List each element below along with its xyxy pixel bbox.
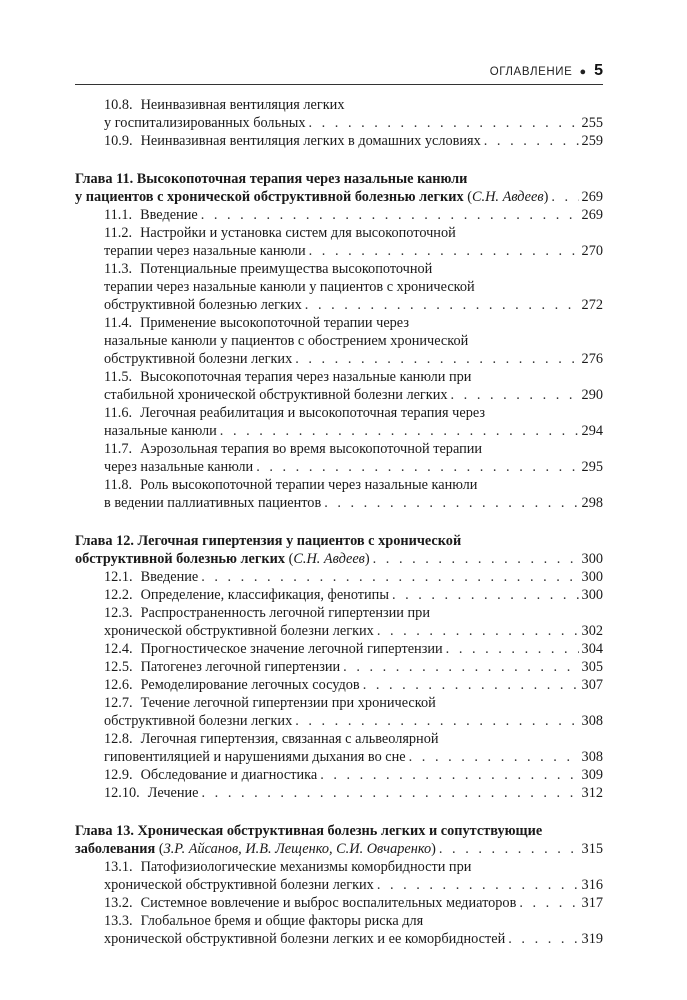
entry-title-line: Определение, классификация, фенотипы bbox=[140, 587, 389, 603]
entry-title-line: Течение легочной гипертензии при хронической bbox=[140, 695, 436, 711]
dot-leader bbox=[305, 296, 579, 314]
chapter-title-line: обструктивной болезнью легких bbox=[75, 551, 285, 567]
chapter-authors: З.Р. Айсанов, И.В. Лещенко, С.И. Овчаренко bbox=[163, 841, 432, 857]
entry-title-line: Высокопоточная терапия через назальные канюли при bbox=[140, 369, 472, 385]
page-ref: 312 bbox=[581, 785, 603, 801]
toc-entry-12-2 bbox=[104, 586, 603, 604]
toc-entry-11-1 bbox=[104, 206, 603, 224]
toc-entry-12-7 bbox=[104, 694, 603, 730]
dot-leader bbox=[220, 422, 579, 440]
dot-leader bbox=[309, 242, 579, 260]
running-header bbox=[75, 62, 603, 85]
section-number: 12.6. bbox=[104, 677, 133, 693]
table-of-contents bbox=[75, 96, 603, 948]
section-number: 12.2. bbox=[104, 587, 133, 603]
dot-leader bbox=[363, 676, 579, 694]
dot-leader bbox=[551, 188, 578, 206]
entry-title-line: терапии через назальные канюли у пациентов с хронической bbox=[104, 279, 475, 295]
entry-title-line: у госпитализированных больных bbox=[104, 115, 306, 131]
toc-entry-11-2 bbox=[104, 224, 603, 260]
section-number: 12.7. bbox=[104, 695, 133, 711]
toc-entry-11-3 bbox=[104, 260, 603, 314]
chapter-title-line: Глава 11. Высокопоточная терапия через назальные канюли bbox=[75, 171, 468, 187]
dot-leader bbox=[508, 930, 578, 948]
entry-title-line: Неинвазивная вентиляция легких в домашних условиях bbox=[140, 133, 481, 149]
entry-title-line: Введение bbox=[140, 207, 198, 223]
chapter-title-line: у пациентов с хронической обструктивной болезнью легких bbox=[75, 189, 464, 205]
entry-title-line: Ремоделирование легочных сосудов bbox=[140, 677, 360, 693]
toc-entry-12-3 bbox=[104, 604, 603, 640]
entry-title-line: назальные канюли у пациентов с обострением хронической bbox=[104, 333, 469, 349]
page-ref: 304 bbox=[581, 641, 603, 657]
dot-leader bbox=[446, 640, 579, 658]
entry-title-line: Роль высокопоточной терапии через назальные канюли bbox=[140, 477, 478, 493]
toc-entry-13-1 bbox=[104, 858, 603, 894]
toc-entry-10-9 bbox=[104, 132, 603, 150]
section-number: 10.9. bbox=[104, 133, 133, 149]
section-number: 12.1. bbox=[104, 569, 133, 585]
toc-entry-11-4 bbox=[104, 314, 603, 368]
section-number: 11.5. bbox=[104, 369, 133, 385]
chapter-title-line: Глава 13. Хроническая обструктивная болезнь легких и сопутствующие bbox=[75, 823, 543, 839]
toc-entry-11-7 bbox=[104, 440, 603, 476]
section-number: 11.6. bbox=[104, 405, 133, 421]
dot-leader bbox=[201, 568, 578, 586]
dot-leader bbox=[377, 622, 579, 640]
toc-entry-11-5 bbox=[104, 368, 603, 404]
section-number: 13.1. bbox=[104, 859, 133, 875]
entry-title-line: назальные канюли bbox=[104, 423, 217, 439]
page-ref: 308 bbox=[581, 713, 603, 729]
page-ref: 276 bbox=[581, 351, 603, 367]
section-number: 13.3. bbox=[104, 913, 133, 929]
page-ref: 295 bbox=[581, 459, 603, 475]
entry-title-line: Потенциальные преимущества высокопоточной bbox=[140, 261, 433, 277]
dot-leader bbox=[377, 876, 579, 894]
entry-title-line: хронической обструктивной болезни легких и ее коморбидностей bbox=[104, 931, 506, 947]
page-ref: 309 bbox=[581, 767, 603, 783]
entry-title-line: Обследование и диагностика bbox=[140, 767, 318, 783]
toc-entry-10-8 bbox=[104, 96, 603, 132]
section-number: 11.4. bbox=[104, 315, 133, 331]
entry-title-line: хронической обструктивной болезни легких bbox=[104, 623, 374, 639]
bullet-icon: ● bbox=[579, 66, 587, 78]
entry-title-line: обструктивной болезни легких bbox=[104, 713, 293, 729]
entry-title-line: терапии через назальные канюли bbox=[104, 243, 306, 259]
toc-entry-12-1 bbox=[104, 568, 603, 586]
page-ref: 307 bbox=[581, 677, 603, 693]
page-ref: 294 bbox=[581, 423, 603, 439]
entry-title-line: Глобальное бремя и общие факторы риска для bbox=[140, 913, 424, 929]
page-ref: 300 bbox=[581, 551, 603, 567]
section-number: 13.2. bbox=[104, 895, 133, 911]
chapter-title-line: Глава 12. Легочная гипертензия у пациентов с хронической bbox=[75, 533, 462, 549]
entry-title-line: Настройки и установка систем для высокопоточной bbox=[140, 225, 456, 241]
section-number: 12.4. bbox=[104, 641, 133, 657]
entry-title-line: Применение высокопоточной терапии через bbox=[140, 315, 409, 331]
page-ref: 300 bbox=[581, 587, 603, 603]
chapter-authors: С.Н. Авдеев bbox=[472, 189, 544, 205]
entry-title-line: Лечение bbox=[147, 785, 199, 801]
section-number: 12.9. bbox=[104, 767, 133, 783]
toc-entry-11-8 bbox=[104, 476, 603, 512]
entry-title-line: Патогенез легочной гипертензии bbox=[140, 659, 341, 675]
dot-leader bbox=[409, 748, 579, 766]
toc-entry-12-6 bbox=[104, 676, 603, 694]
section-number: 11.2. bbox=[104, 225, 133, 241]
toc-entry-12-5 bbox=[104, 658, 603, 676]
toc-chapter-13: Глава 13. Хроническая обструктивная болезнь легких и сопутствующие заболевания (З.Р. Айсанов, И.В. Лещенко, С.И. Овчаренко) . . . 315 bbox=[75, 822, 603, 858]
entry-title-line: Распространенность легочной гипертензии при bbox=[140, 605, 430, 621]
dot-leader bbox=[320, 766, 578, 784]
page-ref: 272 bbox=[581, 297, 603, 313]
entry-title-line: Прогностическое значение легочной гипертензии bbox=[140, 641, 443, 657]
dot-leader bbox=[201, 206, 579, 224]
dot-leader bbox=[309, 114, 579, 132]
page-ref: 259 bbox=[581, 133, 603, 149]
entry-title-line: обструктивной болезнью легких bbox=[104, 297, 302, 313]
dot-leader bbox=[392, 586, 579, 604]
entry-title-line: обструктивной болезни легких bbox=[104, 351, 293, 367]
section-number: 12.8. bbox=[104, 731, 133, 747]
dot-leader bbox=[484, 132, 579, 150]
toc-entry-12-9 bbox=[104, 766, 603, 784]
page-ref: 290 bbox=[581, 387, 603, 403]
section-number: 11.8. bbox=[104, 477, 133, 493]
entry-title-line: стабильной хронической обструктивной болезни легких bbox=[104, 387, 448, 403]
page-ref: 269 bbox=[581, 207, 603, 223]
page-ref: 269 bbox=[581, 189, 603, 205]
toc-chapter-12: Глава 12. Легочная гипертензия у пациентов с хронической обструктивной болезнью легких (С.Н. Авдеев) . . . 300 bbox=[75, 532, 603, 568]
toc-entry-11-6 bbox=[104, 404, 603, 440]
section-number: 12.10. bbox=[104, 785, 140, 801]
section-number: 12.3. bbox=[104, 605, 133, 621]
dot-leader bbox=[295, 712, 578, 730]
section-number: 12.5. bbox=[104, 659, 133, 675]
toc-entry-12-10 bbox=[104, 784, 603, 802]
entry-title-line: Легочная реабилитация и высокопоточная терапия через bbox=[140, 405, 486, 421]
section-number: 11.7. bbox=[104, 441, 133, 457]
entry-title-line: Аэрозольная терапия во время высокопоточной терапии bbox=[140, 441, 483, 457]
chapter-title-line: заболевания bbox=[75, 841, 156, 857]
toc-entry-12-4 bbox=[104, 640, 603, 658]
section-number: 11.3. bbox=[104, 261, 133, 277]
dot-leader bbox=[324, 494, 578, 512]
page-ref: 308 bbox=[581, 749, 603, 765]
toc-entry-12-8 bbox=[104, 730, 603, 766]
page-ref: 298 bbox=[581, 495, 603, 511]
page-ref: 305 bbox=[581, 659, 603, 675]
dot-leader bbox=[519, 894, 578, 912]
entry-title-line: хронической обструктивной болезни легких bbox=[104, 877, 374, 893]
entry-title-line: в ведении паллиативных пациентов bbox=[104, 495, 322, 511]
dot-leader bbox=[202, 784, 579, 802]
chapter-authors: С.Н. Авдеев bbox=[293, 551, 365, 567]
entry-title-line: Введение bbox=[140, 569, 199, 585]
section-number: 11.1. bbox=[104, 207, 133, 223]
dot-leader bbox=[451, 386, 579, 404]
dot-leader bbox=[373, 550, 579, 568]
section-number: 10.8. bbox=[104, 97, 133, 113]
toc-entry-13-2 bbox=[104, 894, 603, 912]
dot-leader bbox=[295, 350, 578, 368]
page-ref: 315 bbox=[581, 841, 603, 857]
page-ref: 302 bbox=[581, 623, 603, 639]
dot-leader bbox=[439, 840, 579, 858]
entry-title-line: Патофизиологические механизмы коморбидности при bbox=[140, 859, 472, 875]
page-ref: 317 bbox=[581, 895, 603, 911]
dot-leader bbox=[343, 658, 578, 676]
entry-title-line: Легочная гипертензия, связанная с альвеолярной bbox=[140, 731, 439, 747]
page-ref: 255 bbox=[581, 115, 603, 131]
entry-title-line: Системное вовлечение и выброс воспалительных медиаторов bbox=[140, 895, 517, 911]
page-ref: 319 bbox=[581, 931, 603, 947]
toc-entry-13-3 bbox=[104, 912, 603, 948]
page-ref: 300 bbox=[581, 569, 603, 585]
entry-title-line: Неинвазивная вентиляция легких bbox=[140, 97, 345, 113]
entry-title-line: гиповентиляцией и нарушениями дыхания во сне bbox=[104, 749, 406, 765]
toc-chapter-11: Глава 11. Высокопоточная терапия через назальные канюли у пациентов с хронической обструктивной болезнью легких (С.Н. Авдеев) . . . 269 bbox=[75, 170, 603, 206]
page-ref: 270 bbox=[581, 243, 603, 259]
dot-leader bbox=[256, 458, 578, 476]
entry-title-line: через назальные канюли bbox=[104, 459, 254, 475]
page-number: 5 bbox=[594, 62, 603, 79]
page-ref: 316 bbox=[581, 877, 603, 893]
header-title: ОГЛАВЛЕНИЕ bbox=[489, 66, 573, 78]
